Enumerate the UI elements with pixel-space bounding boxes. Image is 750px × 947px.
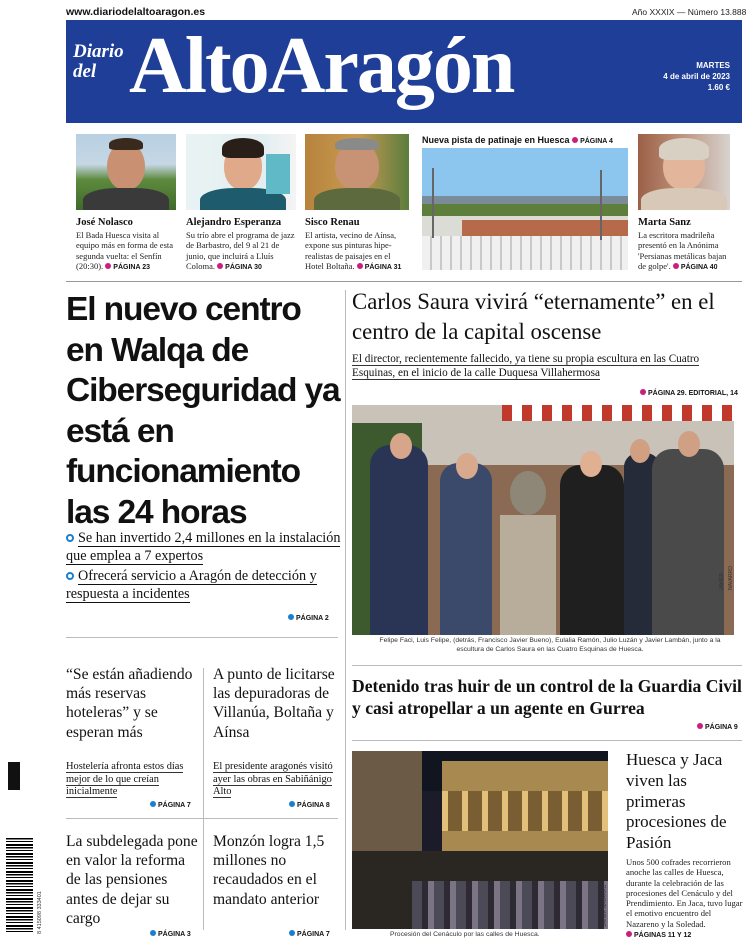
procesion-photo (352, 751, 608, 929)
saura-page: PÁGINA 29. EDITORIAL, 14 (640, 389, 738, 397)
page-dot-icon (572, 137, 578, 143)
page-dot-icon (289, 801, 295, 807)
divider (352, 740, 742, 741)
teaser-photo-renau (305, 134, 409, 210)
issue-number: Año XXXIX — Número 13.888 (632, 7, 747, 17)
divider (66, 637, 338, 638)
teaser-photo-sanz (638, 134, 730, 210)
procesion-text: Unos 500 cofrades recorrieron anoche las calles de Huesca, durante la celebración de las procesiones del Cenáculo y del Prendimiento. En Jaca, tuvo lugar el emotivo encuentro del Nazareno y la Soledad. PÁGINAS 11 Y 12 (626, 857, 743, 940)
page-dot-icon (217, 263, 223, 269)
page-dot-icon (673, 263, 679, 269)
lead-bullet-2: Ofrecerá servicio a Aragón de detección y respuesta a incidentes (66, 568, 317, 602)
page-dot-icon (626, 931, 632, 937)
teaser-name-renau: Sisco Renau (305, 217, 360, 228)
page-dot-icon (105, 263, 111, 269)
website-url[interactable]: www.diariodelaltoaragon.es (66, 6, 206, 18)
monzon-headline[interactable]: Monzón logra 1,5 millones no recaudados en el mandato anterior (213, 833, 325, 908)
teaser-name-sanz: Marta Sanz (638, 217, 691, 228)
depuradoras-page: PÁGINA 8 (289, 801, 330, 809)
hotel-subheadline: Hostelería afronta estos días mejor de lo que creían inicialmente (66, 761, 184, 798)
masthead-diario: Diario del (73, 41, 124, 82)
detenido-page: PÁGINA 9 (697, 723, 738, 731)
masthead (66, 20, 742, 123)
lead-headline[interactable]: El nuevo centro en Walqa de Ciberseguridad ya está en funcionamiento las 24 horas (66, 291, 340, 531)
teaser-name-nolasco: José Nolasco (76, 217, 133, 228)
divider (203, 668, 204, 930)
page-dot-icon (357, 263, 363, 269)
lead-bullet-1: Se han invertido 2,4 millones en la instalación que emplea a 7 expertos (66, 530, 341, 564)
procesion-photo-credit: JAVIER NAVARRO (602, 884, 608, 927)
depuradoras-subheadline: El presidente aragonés visitó ayer las obras en Sabiñánigo Alto (213, 761, 333, 798)
lead-bullets (66, 530, 341, 606)
depuradoras-headline[interactable]: A punto de licitarse las depuradoras de Villanúa, Boltaña y Aínsa (213, 666, 335, 741)
barcode-number: 8 415098 333401 (37, 891, 43, 934)
masthead-date (663, 60, 730, 93)
teaser-name-esperanza: Alejandro Esperanza (186, 217, 282, 228)
saura-headline[interactable]: Carlos Saura vivirá “eternamente” en el centro de la capital oscense (352, 289, 715, 344)
lead-page: PÁGINA 2 (288, 614, 329, 622)
page-dot-icon (289, 930, 295, 936)
procesion-caption: Procesión del Cenáculo por las calles de Huesca. (390, 931, 540, 938)
hotel-headline[interactable]: “Se están añadiendo más reservas hoteleras” y se esperan más (66, 666, 193, 741)
teaser-text-nolasco: El Bada Huesca visita al equipo más en forma de esta segunda vuelta: el Senfín (20:30). PÁGINA 23 (76, 230, 174, 272)
barcode (6, 838, 33, 934)
rink-title: Nueva pista de patinaje en Huesca PÁGINA 4 (422, 135, 613, 145)
divider (66, 818, 338, 819)
hotel-page: PÁGINA 7 (150, 801, 191, 809)
teaser-text-esperanza: Su trío abre el programa de jazz de Barbastro, del 9 al 21 de junio, que incluirá a Lluís Coloma. PÁGINA 30 (186, 230, 295, 272)
saura-photo-credit: JAVIER NAVARRO (719, 566, 734, 590)
page-dot-icon (150, 801, 156, 807)
divider (66, 281, 742, 282)
detenido-headline[interactable]: Detenido tras huir de un control de la Guardia Civil y casi atropellar a un agente en Gurrea (352, 676, 742, 718)
saura-photo (352, 405, 734, 635)
teaser-photo-nolasco (76, 134, 176, 210)
rink-photo (422, 148, 628, 270)
divider (352, 665, 742, 666)
page-dot-icon (150, 930, 156, 936)
bullet-ring-icon (66, 534, 74, 542)
saura-caption: Felipe Faci, Luis Felipe, (detrás, Francisco Javier Bueno), Eulalia Ramón, Julio Luzán y Javier Lambán, junto a la escultura de Carlos Saura en las Cuatro Esquinas de Huesca. (379, 637, 721, 653)
bullet-ring-icon (66, 572, 74, 580)
saura-subheadline: El director, recientemente fallecido, ya tiene su propia escultura en las Cuatro Esquinas, en el inicio de la calle Duquesa Villahermosa (352, 353, 700, 380)
procesion-headline[interactable]: Huesca y Jaca viven las primeras procesiones de Pasión (626, 750, 727, 853)
date: 4 de abril de 2023 (663, 72, 730, 81)
monzon-page: PÁGINA 7 (289, 930, 330, 938)
page-dot-icon (697, 723, 703, 729)
masthead-title: AltoAragón (129, 22, 514, 110)
page-dot-icon (640, 389, 646, 395)
teaser-text-sanz: La escritora madrileña presentó en la Anónima 'Persianas metálicas bajan de golpe'. PÁGINA 40 (638, 230, 727, 272)
subdelegada-headline[interactable]: La subdelegada pone en valor la reforma de las pensiones antes de dejar su cargo (66, 833, 198, 927)
day: MARTES (696, 61, 730, 70)
price: 1.60 € (707, 83, 730, 92)
teaser-photo-esperanza (186, 134, 296, 210)
subdelegada-page: PÁGINA 3 (150, 930, 191, 938)
divider (345, 290, 346, 930)
page-dot-icon (288, 614, 294, 620)
crop-mark (8, 762, 20, 790)
teaser-text-renau: El artista, vecino de Aínsa, expone sus pinturas hipe-realistas de paisajes en el Hotel Boltaña. PÁGINA 31 (305, 230, 402, 272)
